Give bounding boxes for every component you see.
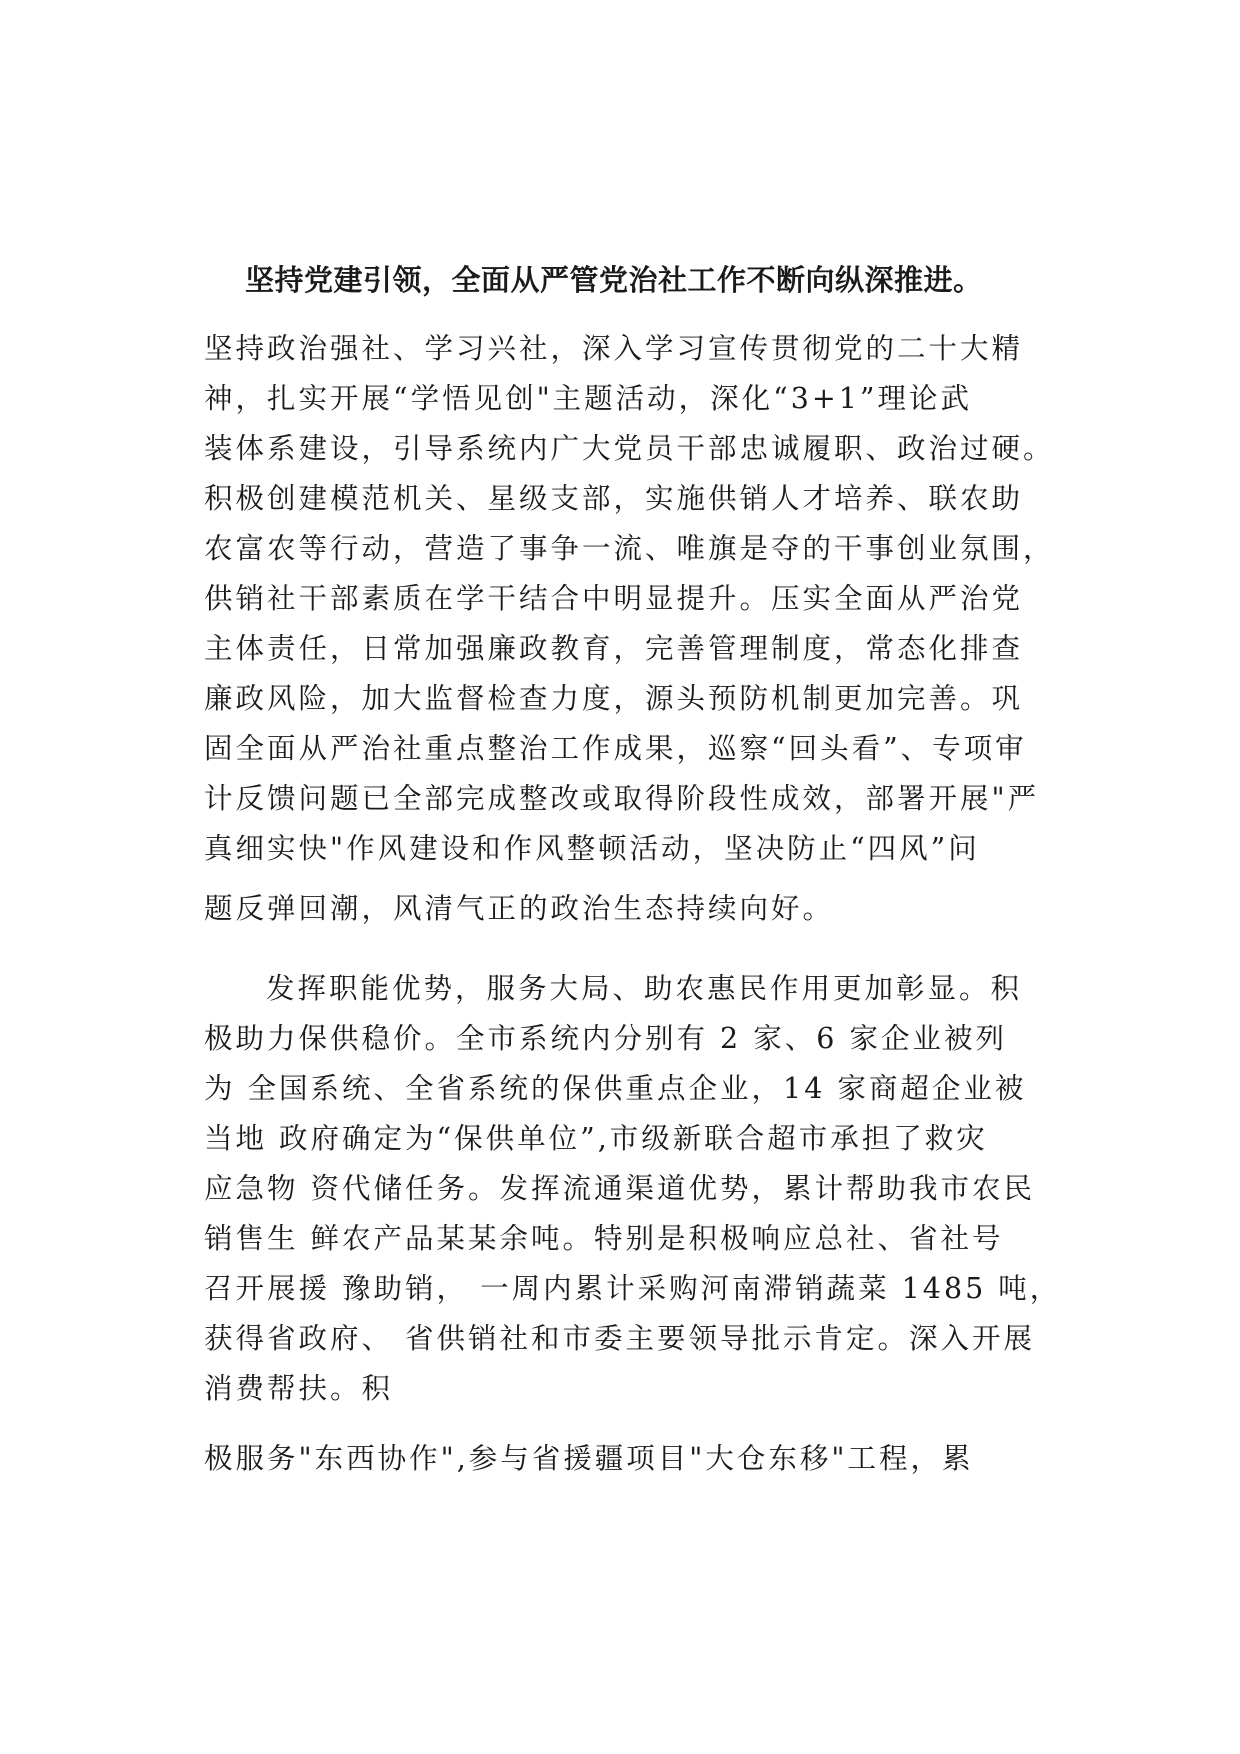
paragraph-1-line: 真细实快"作风建设和作风整顿活动，坚决防止“四风”问 — [204, 832, 980, 865]
paragraph-1-line: 装体系建设，引导系统内广大党员干部忠诚履职、政治过硬。 — [204, 432, 1055, 465]
paragraph-1-line: 固全面从严治社重点整治工作成果，巡察“回头看”、专项审 — [204, 732, 1027, 765]
paragraph-1-line: 神，扎实开展“学悟见创"主题活动，深化“3+1”理论武 — [204, 382, 972, 415]
paragraph-2-line: 召开展援 豫助销， 一周内累计采购河南滞销蔬菜 1485 吨， — [204, 1272, 1062, 1305]
paragraph-2-line: 极服务"东西协作",参与省援疆项目"大仓东移"工程，累 — [204, 1442, 974, 1475]
paragraph-1-line: 主体责任，日常加强廉政教育，完善管理制度，常态化排查 — [204, 632, 1024, 665]
paragraph-1-line: 积极创建模范机关、星级支部，实施供销人才培养、联农助 — [204, 482, 1024, 515]
paragraph-1-line: 供销社干部素质在学干结合中明显提升。压实全面从严治党 — [204, 582, 1024, 615]
paragraph-1-line: 计反馈问题已全部完成整改或取得阶段性成效，部署开展"严 — [204, 782, 1040, 815]
paragraph-2-line: 销售生 鲜农产品某某余吨。特别是积极响应总社、省社号 — [204, 1222, 1004, 1255]
paragraph-1-line: 廉政风险，加大监督检查力度，源头预防机制更加完善。巩 — [204, 682, 1024, 715]
paragraph-2-line: 消费帮扶。积 — [204, 1372, 394, 1405]
paragraph-2-line: 获得省政府、 省供销社和市委主要领导批示肯定。深入开展 — [204, 1322, 1036, 1355]
paragraph-2-line: 当地 政府确定为“保供单位”,市级新联合超市承担了救灾 — [204, 1122, 988, 1155]
paragraph-1-line: 农富农等行动，营造了事争一流、唯旗是夺的干事创业氛围， — [204, 532, 1055, 565]
paragraph-1-line: 题反弹回潮，风清气正的政治生态持续向好。 — [204, 892, 835, 925]
paragraph-2-line: 应急物 资代储任务。发挥流通渠道优势，累计帮助我市农民 — [204, 1172, 1036, 1205]
paragraph-2-line: 发挥职能优势，服务大局、助农惠民作用更加彰显。积 — [266, 972, 1023, 1005]
section-heading: 坚持党建引领，全面从严管党治社工作不断向纵深推进。 — [245, 263, 983, 297]
paragraph-2-line: 极助力保供稳价。全市系统内分别有 2 家、6 家企业被列 — [204, 1022, 1007, 1055]
paragraph-2-line: 为 全国系统、全省系统的保供重点企业，14 家商超企业被 — [204, 1072, 1027, 1105]
paragraph-1-line: 坚持政治强社、学习兴社，深入学习宣传贯彻党的二十大精 — [204, 332, 1024, 365]
